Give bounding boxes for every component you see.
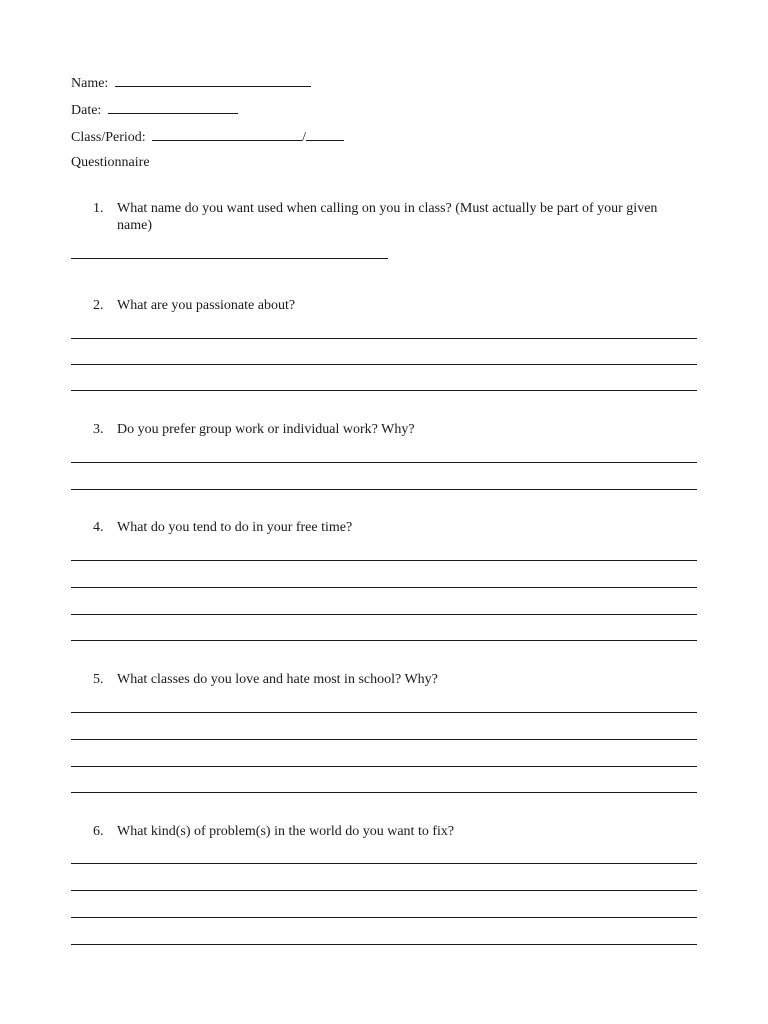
answer-line[interactable] [71, 739, 697, 740]
name-blank[interactable] [115, 74, 311, 87]
question-number: 6. [93, 824, 104, 839]
answer-line[interactable] [71, 712, 697, 713]
question-text: What do you tend to do in your free time? [117, 520, 353, 535]
class-period-label: Class/Period: [71, 130, 146, 145]
period-blank[interactable] [306, 128, 344, 141]
answer-line[interactable] [71, 258, 388, 259]
question-5 [93, 671, 673, 688]
answer-line[interactable] [71, 944, 697, 945]
answer-line[interactable] [71, 614, 697, 615]
question-text: What kind(s) of problem(s) in the world do you want to fix? [117, 824, 455, 839]
answer-line[interactable] [71, 792, 697, 793]
name-field [71, 74, 311, 92]
question-text: What name do you want used when calling on you in class? (Must actually be part of your given name) [117, 201, 658, 233]
answer-line[interactable] [71, 390, 697, 391]
question-6 [93, 823, 673, 840]
page-title: Questionnaire [71, 155, 150, 170]
date-blank[interactable] [108, 101, 238, 114]
question-number: 1. [93, 201, 104, 216]
date-field [71, 101, 238, 119]
answer-line[interactable] [71, 766, 697, 767]
answer-line[interactable] [71, 890, 697, 891]
question-number: 3. [93, 422, 104, 437]
answer-line[interactable] [71, 338, 697, 339]
question-4 [93, 519, 673, 536]
answer-line[interactable] [71, 364, 697, 365]
question-number: 4. [93, 520, 104, 535]
question-text: Do you prefer group work or individual work? Why? [117, 422, 415, 437]
answer-line[interactable] [71, 587, 697, 588]
answer-line[interactable] [71, 917, 697, 918]
class-period-separator: / [302, 130, 307, 145]
class-blank[interactable] [152, 128, 302, 141]
question-3 [93, 421, 673, 438]
answer-line[interactable] [71, 489, 697, 490]
class-period-field [71, 128, 344, 146]
question-2 [93, 297, 673, 314]
name-label: Name: [71, 76, 109, 91]
date-label: Date: [71, 103, 102, 118]
answer-line[interactable] [71, 560, 697, 561]
question-text: What classes do you love and hate most in school? Why? [117, 672, 438, 687]
answer-line[interactable] [71, 640, 697, 641]
answer-line[interactable] [71, 462, 697, 463]
question-1 [93, 200, 673, 234]
answer-line[interactable] [71, 863, 697, 864]
question-number: 2. [93, 298, 104, 313]
question-number: 5. [93, 672, 104, 687]
question-text: What are you passionate about? [117, 298, 296, 313]
